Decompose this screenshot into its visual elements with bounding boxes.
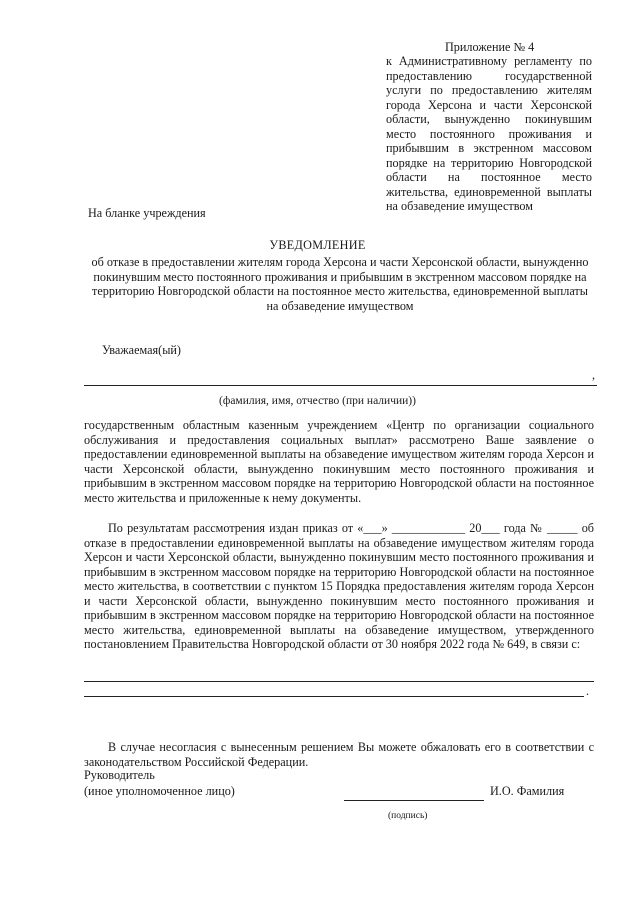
salutation-comma: , bbox=[592, 368, 596, 382]
salutation: Уважаемая(ый) bbox=[102, 343, 181, 357]
appendix-title: Приложение № 4 bbox=[445, 40, 535, 54]
signatory-name: И.О. Фамилия bbox=[490, 784, 565, 798]
signatory-title: Руководитель bbox=[84, 768, 155, 782]
signature-caption: (подпись) bbox=[388, 811, 428, 821]
signature-line bbox=[344, 800, 484, 801]
body-paragraph-1: государственным областным казенным учреждением «Центр по организации социального обслуживания и предоставления социальных выплат» рассмотрено Ваше заявление о предоставлении единовременной выплаты на обзаведение имуществом жителям города Херсон и части Херсонской области, вынужденно покинувшим место постоянного проживания и прибывшим в экстренном массовом порядке на территорию Новгородской области на постоянное место жительства и приложенные к нему документы. bbox=[84, 418, 594, 505]
recipient-name-line bbox=[84, 385, 597, 386]
document-subtitle: об отказе в предоставлении жителям города Херсона и части Херсонской области, вынужденно покинувшим место постоянного проживания и прибывшим в экстренном массовом порядке на территорию Новгородской области на постоянное место жительства, единовременной выплаты на обзаведение имуществом bbox=[91, 255, 589, 313]
body-paragraph-3: В случае несогласия с вынесенным решением Вы можете обжаловать его в соответствии с законодательством Российской Федерации. bbox=[84, 740, 594, 769]
appendix-text: к Административному регламенту по предоставлению государственной услуги по предоставлению жителям города Херсона и части Херсонской области, вынужденно покинувшим место постоянного проживания и прибывшим в экстренном массовом порядке на территорию Новгородской области на постоянное место жительства, единовременной выплаты на обзаведение имуществом bbox=[386, 54, 592, 213]
signatory-subtitle: (иное уполномоченное лицо) bbox=[84, 784, 235, 798]
recipient-name-caption: (фамилия, имя, отчество (при наличии)) bbox=[219, 395, 416, 407]
letterhead-note: На бланке учреждения bbox=[88, 206, 206, 220]
reason-end-dot: . bbox=[586, 684, 590, 698]
body-paragraph-2: По результатам рассмотрения издан приказ от «___» ____________ 20___ года № _____ об отказе в предоставлении единовременной выплаты на обзаведение имуществом жителям города Херсон и части Херсонской области, вынужденно покинувшим место постоянного проживания и прибывшим в экстренном массовом порядке на территорию Новгородской области на постоянное место жительства, в соответствии с пунктом 15 Порядка предоставления жителям города Херсон и части Херсонской области, вынужденно покинувшим место постоянного проживания и прибывшим в экстренном массовом порядке на территорию Новгородской области на постоянное место жительства, единовременной выплаты на обзаведение имуществом, утвержденного постановлением Правительства Новгородской области от 30 ноября 2022 года № 649, в связи с: bbox=[84, 521, 594, 651]
reason-line-2 bbox=[84, 696, 584, 697]
reason-line-1 bbox=[84, 681, 594, 682]
document-title: УВЕДОМЛЕНИЕ bbox=[269, 238, 366, 252]
